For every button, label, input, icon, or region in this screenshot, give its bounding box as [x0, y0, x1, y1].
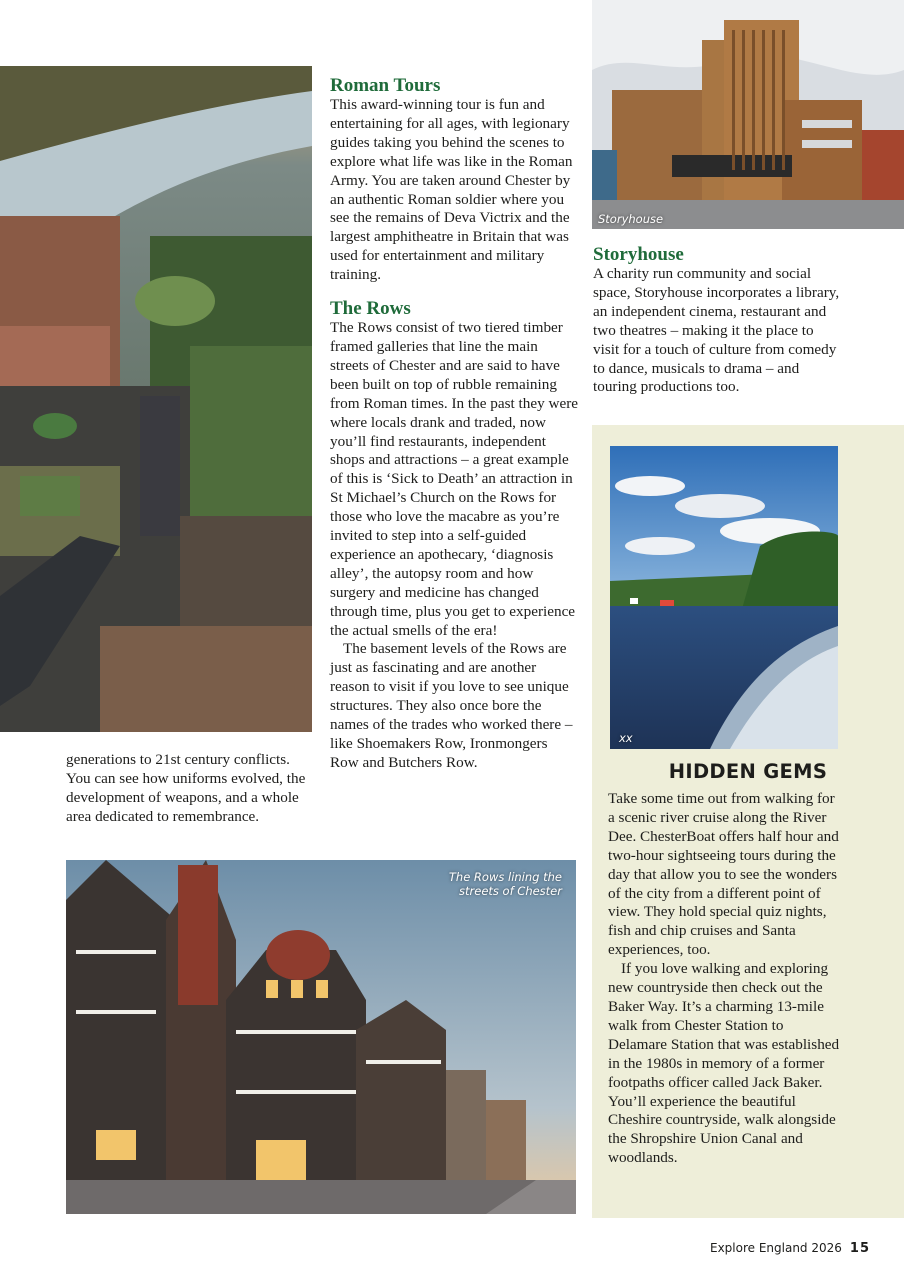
roman-tours-body: This award-winning tour is fun and entertaining for all ages, with legionary guides taking you behind the scenes to explore what life was like in the Roman Army. You are taken around Chester by an authentic Roman soldier where you see the remains of Deva Victrix and the largest amphitheatre in Britain that was used for entertainment and military training. [330, 96, 573, 284]
hidden-gems-paragraph-1: Take some time out from walking for a scenic river cruise along the River Dee. ChesterBoat offers half hour and two-hour sightseeing tours during the day that allow you to see the wonders of the city from a different point of view. They hold special quiz nights, fish and chip cruises and Santa experiences, too. [608, 790, 839, 959]
storyhouse-photo [592, 0, 904, 229]
left-column-text [66, 751, 306, 827]
the-rows-paragraph-2: The basement levels of the Rows are just as fascinating and are another reason to visit if you love to see unique structures. They also once bore the names of the trades who worked there – like Shoemakers Row, Ironmongers Row and Butchers Row. [330, 640, 573, 771]
page-footer [710, 1241, 870, 1256]
storyhouse-body: A charity run community and social space, Storyhouse incorporates a library, an independent cinema, restaurant and two theatres – making it the place to visit for a touch of culture from comedy to dance, musicals to drama – and touring productions too. [593, 265, 840, 396]
river-photo-caption: xx [619, 731, 633, 745]
hidden-gems-title: HIDDEN GEMS [668, 760, 828, 783]
storyhouse-photo-caption: Storyhouse [598, 212, 664, 226]
storyhouse-section [593, 245, 841, 397]
hidden-gems-paragraph-2: If you love walking and exploring new countryside then check out the Baker Way. It’s a charming 13-mile walk from Chester Station to Delamare Station that was established in the 1980s in memory of a former footpaths officer called Jack Baker. You’ll experience the beautiful Cheshire countryside, walk alongside the Shropshire Union Canal and woodlands. [608, 960, 840, 1167]
hidden-gems-text [608, 790, 842, 1168]
rows-caption-line-2: streets of Chester [459, 884, 562, 898]
aerial-chester-photo [0, 66, 312, 732]
storyhouse-heading: Storyhouse [593, 244, 684, 265]
page-number: 15 [849, 1241, 870, 1256]
the-rows-paragraph-1: The Rows consist of two tiered timber framed galleries that line the main streets of Chester and are said to have been built on top of rubble remaining from Roman times. In the past they were where locals drank and traded, now you’ll find restaurants, independent shops and attractions – a great example of this is ‘Sick to Death’ an attraction in St Michael’s Church on the Rows for those who love the macabre as you’re invited to step into a self-guided experience an apothecary, ‘diagnosis alley’, the autopsy room and how surgery and medicine has changed through time, plus you get to experience the actual smells of the era! [330, 319, 578, 639]
rows-street-photo [66, 860, 576, 1214]
the-rows-heading: The Rows [330, 298, 411, 320]
publication-name: Explore England 2026 [709, 1241, 842, 1255]
roman-tours-heading: Roman Tours [330, 75, 441, 96]
rows-caption-line-1: The Rows lining the [448, 870, 562, 884]
middle-column [330, 76, 578, 773]
river-dee-photo [610, 446, 838, 749]
left-column-paragraph: generations to 21st century conflicts. You can see how uniforms evolved, the development of weapons, and a whole area dedicated to remembrance. [66, 751, 306, 825]
rows-photo-caption [449, 870, 562, 898]
